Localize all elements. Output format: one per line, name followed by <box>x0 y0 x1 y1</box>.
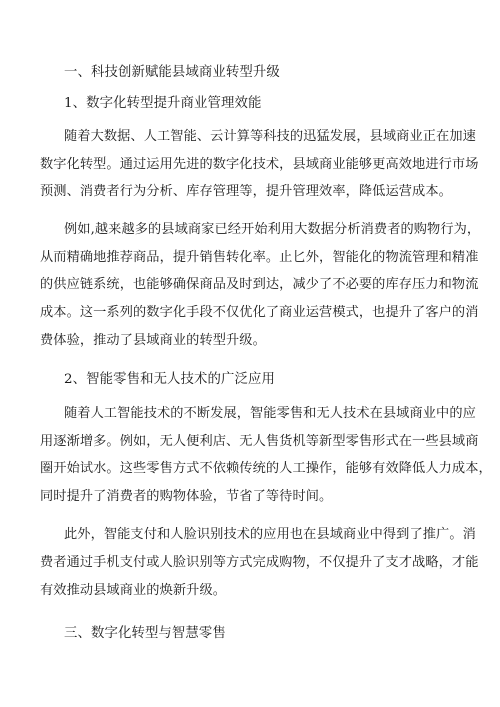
paragraph-line: 的供应链系统，也能够确保商品及时到达，减少了不必要的库存压力和物流 <box>40 277 479 292</box>
paragraph-line: 同时提升了消费者的购物体验，节省了等待时间。 <box>40 489 333 504</box>
section-heading-1: 一、科技创新赋能县域商业转型升级 <box>64 65 280 80</box>
paragraph-line: 有效推动县域商业的焕新升级。 <box>40 583 227 598</box>
paragraph-line: 从而精确地推荐商品，提升销售转化率。止匕外，智能化的物流管理和精准 <box>40 250 479 265</box>
paragraph-line: 数字化转型。通过运用先进的数字化技术，县域商业能够更高效地进行市场 <box>40 157 479 172</box>
paragraph-line: 随着人工智能技术的不断发展，智能零售和无人技术在县域商业中的应 <box>64 406 476 421</box>
paragraph-line: 随着大数据、人工智能、云计算等科技的迅猛发展，县域商业正在加速 <box>64 129 476 144</box>
section-heading-3: 三、数字化转型与智慧零售 <box>64 626 226 641</box>
paragraph-line: 费者通过手机支付或人脸识别等方式完成购物，不仅提升了支才战略，才能 <box>40 555 479 570</box>
paragraph-line: 例如,越来越多的县域商家已经开始利用大数据分析消费者的购物行为， <box>64 222 481 237</box>
subsection-1-title: 1、数字化转型提升商业管理效能 <box>64 96 262 111</box>
paragraph-line: 圈开始试水。这些零售方式不依赖传统的人工操作，能够有效降低人力成本， <box>40 461 492 476</box>
paragraph-line: 成本。这一系列的数字化手段不仅优化了商业运营模式，也提升了客户的消 <box>40 305 479 320</box>
paragraph-line: 费体验，推动了县域商业的转型升级。 <box>40 333 266 348</box>
subsection-2-title: 2、智能零售和无人技术的广泛应用 <box>64 372 275 387</box>
paragraph-line: 用逐渐增多。例如，无人便利店、无人售货机等新型零售形式在一些县域商 <box>40 434 479 449</box>
paragraph-line: 预测、消费者行为分析、库存管理等，提升管理效率，降低运营成本。 <box>40 184 452 199</box>
paragraph-line: 此外，智能支付和人脸识别技术的应用也在县域商业中得到了推广。消 <box>64 527 476 542</box>
